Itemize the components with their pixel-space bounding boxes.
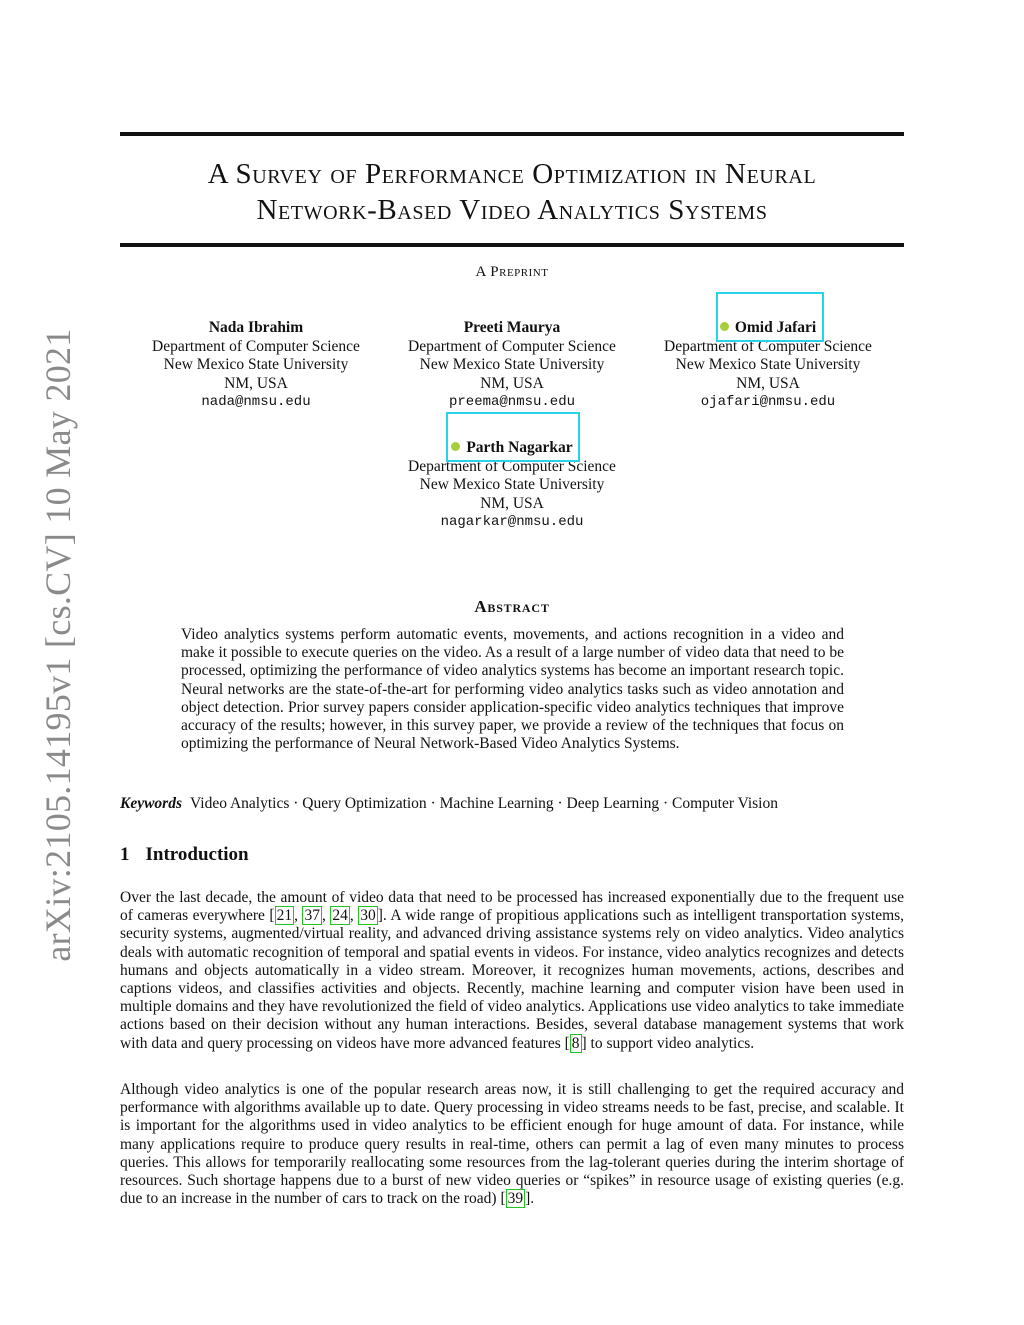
keywords-label: Keywords	[120, 795, 182, 812]
author-location: NM, USA	[736, 374, 800, 392]
citation-link[interactable]: 24	[332, 907, 348, 925]
section-title: Introduction	[145, 844, 249, 865]
preprint-label: A Preprint	[475, 264, 549, 280]
author-location: NM, USA	[480, 494, 544, 512]
keywords-line	[120, 795, 778, 813]
orcid-link-highlight[interactable]	[446, 412, 580, 462]
citation-link[interactable]: 8	[571, 1034, 580, 1052]
paper-title-line-2: Network-Based Video Analytics Systems	[256, 194, 768, 226]
paper-title	[120, 156, 904, 228]
author-department: Department of Computer Science	[152, 337, 360, 355]
author-name: Preeti Maurya	[463, 319, 561, 336]
intro-paragraph-1: Over the last decade, the amount of video data that need to be processed has increased exponentially due to the frequent use of cameras everywhere [ 21 , 37 , 24 , 30 ]. A wide range of propitious applications such as intelligent transportation systems, security systems, augmented/virtual reality, and advanced driving assistance systems rely on video analytics. Video analytics deals with automatic recognition of temporal and spatial events in videos. For instance, video analytics recognizes and detects humans and objects automatically in a video stream. Moreover, it recognizes human movements, actions, describes and captions videos, and classifies activities and objects. Recently, machine learning and computer vision have been used in multiple domains and they have revolutionized the field of video analytics. Applications use video analytics to take immediate actions based on their decision without any human interactions. Besides, several database management systems that work with data and query processing on videos have more advanced features [ 8 ] to support video analytics.	[120, 889, 905, 1052]
author-email[interactable]: nada@nmsu.edu	[201, 394, 311, 410]
author-name: Omid Jafari	[734, 319, 817, 336]
title-bottom-rule	[120, 243, 904, 247]
keywords-text: Video Analytics · Query Optimization · Machine Learning · Deep Learning · Computer Vision	[190, 795, 778, 812]
author-department: Department of Computer Science	[664, 337, 872, 355]
paragraph-text: Although video analytics is one of the popular research areas now, it is still challenging to get the required accuracy and performance with algorithms available up to date. Query processing in video streams needs to be fast, precise, and scalable. It is important for the algorithms used in video analytics to be efficient enough for huge amount of data. For instance, while many applications require to produce query results in real-time, others can permit a lag of even many minutes to process queries. This allows for temporarily reallocating some resources from the lag-tolerant queries during the interim shortage of resources. Such shortage happens due to a burst of new video queries or “spikes” in resource usage of existing queries (e.g. due to an increase in the number of cars to track on the road) [	[120, 1081, 904, 1208]
intro-paragraph-2	[120, 1081, 904, 1208]
citation-link[interactable]: 37	[304, 907, 320, 925]
citation-link[interactable]: 30	[360, 907, 376, 925]
author-location: NM, USA	[224, 374, 288, 392]
title-top-rule	[120, 132, 904, 136]
author-university: New Mexico State University	[163, 356, 349, 373]
section-number: 1	[120, 844, 130, 865]
author-department: Department of Computer Science	[408, 457, 616, 475]
abstract-text: Video analytics systems perform automatic events, movements, and actions recognition in a video and make it possible to execute queries on the video. As a result of a large number of video data that need to be processed, optimizing the performance of video analytics systems has become an important research topic. Neural networks are the state-of-the-art for performing video analytics tasks such as video annotation and object detection. Prior survey papers consider application-specific video analytics techniques that improve accuracy of the results; however, in this survey paper, we provide a review of the techniques that focus on optimizing the performance of Neural Network-Based Video Analytics Systems.	[181, 626, 844, 753]
author-university: New Mexico State University	[675, 356, 861, 373]
orcid-link-highlight[interactable]	[716, 292, 824, 342]
paragraph-text: ]. A wide range of propitious applications such as intelligent transportation systems, security systems, augmented/virtual reality, and advanced driving assistance systems rely on video analytics. Video analytics deals with automatic recognition of temporal and spatial events in videos. For instance, video analytics recognizes and detects humans and objects automatically in a video stream. Moreover, it recognizes human movements, actions, describes and captions videos, and classifies activities and objects. Recently, machine learning and computer vision have been used in multiple domains and they have revolutionized the field of video analytics. Applications use video analytics to take immediate actions based on their decision without any human interactions. Besides, several database management systems that work with data and query processing on videos have more advanced features [	[120, 907, 905, 1052]
author-block-2	[384, 319, 640, 412]
author-department: Department of Computer Science	[408, 337, 616, 355]
author-location: NM, USA	[480, 374, 544, 392]
section-heading	[120, 844, 249, 866]
author-email[interactable]: preema@nmsu.edu	[448, 394, 576, 410]
author-university: New Mexico State University	[419, 476, 605, 493]
paragraph-text: ].	[525, 1190, 535, 1208]
author-block-1	[128, 319, 384, 412]
arxiv-identifier-stamp: arXiv:2105.14195v1 [cs.CV] 10 May 2021	[38, 328, 78, 962]
author-name: Parth Nagarkar	[466, 439, 573, 456]
abstract-heading: Abstract	[474, 597, 550, 616]
author-email[interactable]: ojafari@nmsu.edu	[700, 394, 836, 410]
paper-title-line-1: A Survey of Performance Optimization in Neural	[207, 158, 817, 190]
author-name: Nada Ibrahim	[208, 319, 304, 336]
citation-link[interactable]: 21	[276, 907, 293, 925]
paragraph-text: ] to support video analytics.	[581, 1034, 755, 1052]
author-university: New Mexico State University	[419, 356, 605, 373]
citation-link[interactable]: 39	[507, 1190, 524, 1208]
paragraph-text: Over the last decade, the amount of video data that need to be processed has increased exponentially due to the frequent use of cameras everywhere [	[120, 889, 904, 925]
author-email[interactable]: nagarkar@nmsu.edu	[440, 514, 584, 530]
